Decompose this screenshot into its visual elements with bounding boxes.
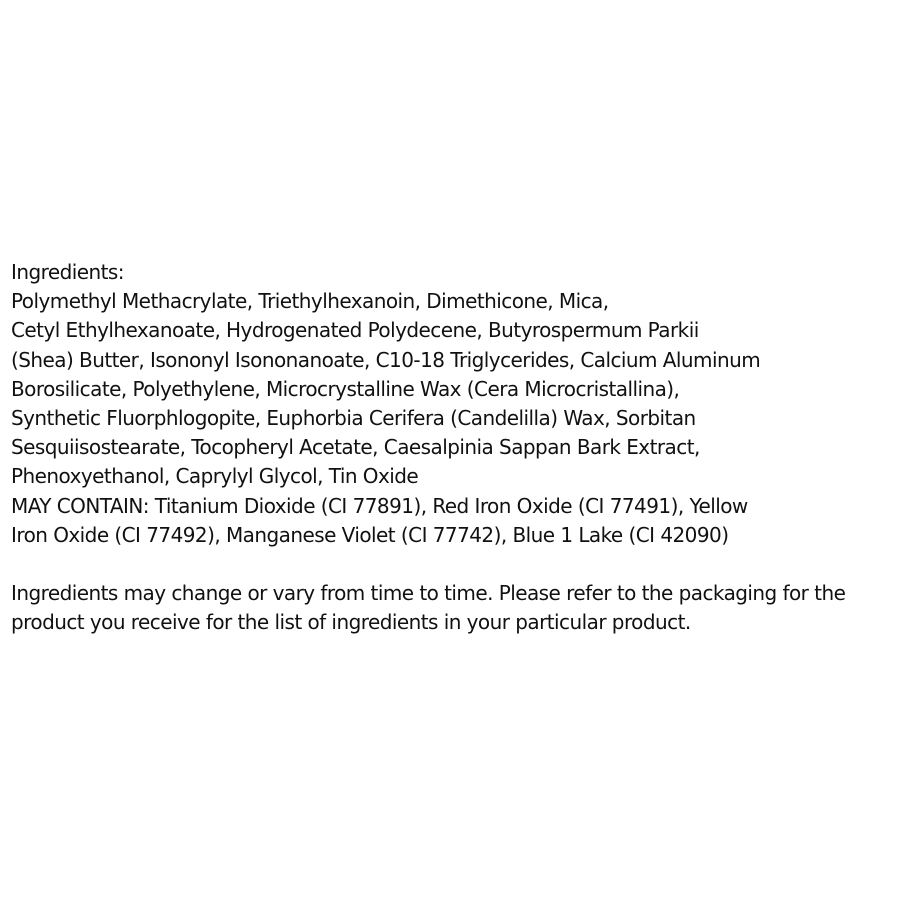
section-spacer <box>11 550 896 579</box>
ingredients-line: Cetyl Ethylhexanoate, Hydrogenated Polydecene, Butyrospermum Parkii <box>11 318 699 343</box>
ingredients-line: Phenoxyethanol, Caprylyl Glycol, Tin Oxide <box>11 464 419 489</box>
may-contain-section <box>11 492 896 550</box>
ingredients-line: (Shea) Butter, Isononyl Isononanoate, C10-18 Triglycerides, Calcium Aluminum <box>11 347 761 372</box>
disclaimer-line: Ingredients may change or vary from time to time. Please refer to the packaging for the <box>11 581 846 606</box>
ingredients-line: Borosilicate, Polyethylene, Microcrystalline Wax (Cera Microcristallina), <box>11 376 680 401</box>
ingredients-heading: Ingredients: <box>11 260 124 284</box>
disclaimer-section <box>11 579 896 637</box>
ingredients-line: Polymethyl Methacrylate, Triethylhexanoin, Dimethicone, Mica, <box>11 289 609 314</box>
ingredients-line: Sesquiisostearate, Tocopheryl Acetate, Caesalpinia Sappan Bark Extract, <box>11 435 700 460</box>
disclaimer-line: product you receive for the list of ingredients in your particular product. <box>11 610 691 635</box>
may-contain-line: MAY CONTAIN: Titanium Dioxide (CI 77891), Red Iron Oxide (CI 77491), Yellow <box>11 493 748 518</box>
ingredients-document <box>11 258 896 638</box>
may-contain-line: Iron Oxide (CI 77492), Manganese Violet (CI 77742), Blue 1 Lake (CI 42090) <box>11 522 729 547</box>
ingredients-line: Synthetic Fluorphlogopite, Euphorbia Cerifera (Candelilla) Wax, Sorbitan <box>11 406 696 431</box>
ingredients-list <box>11 287 896 491</box>
